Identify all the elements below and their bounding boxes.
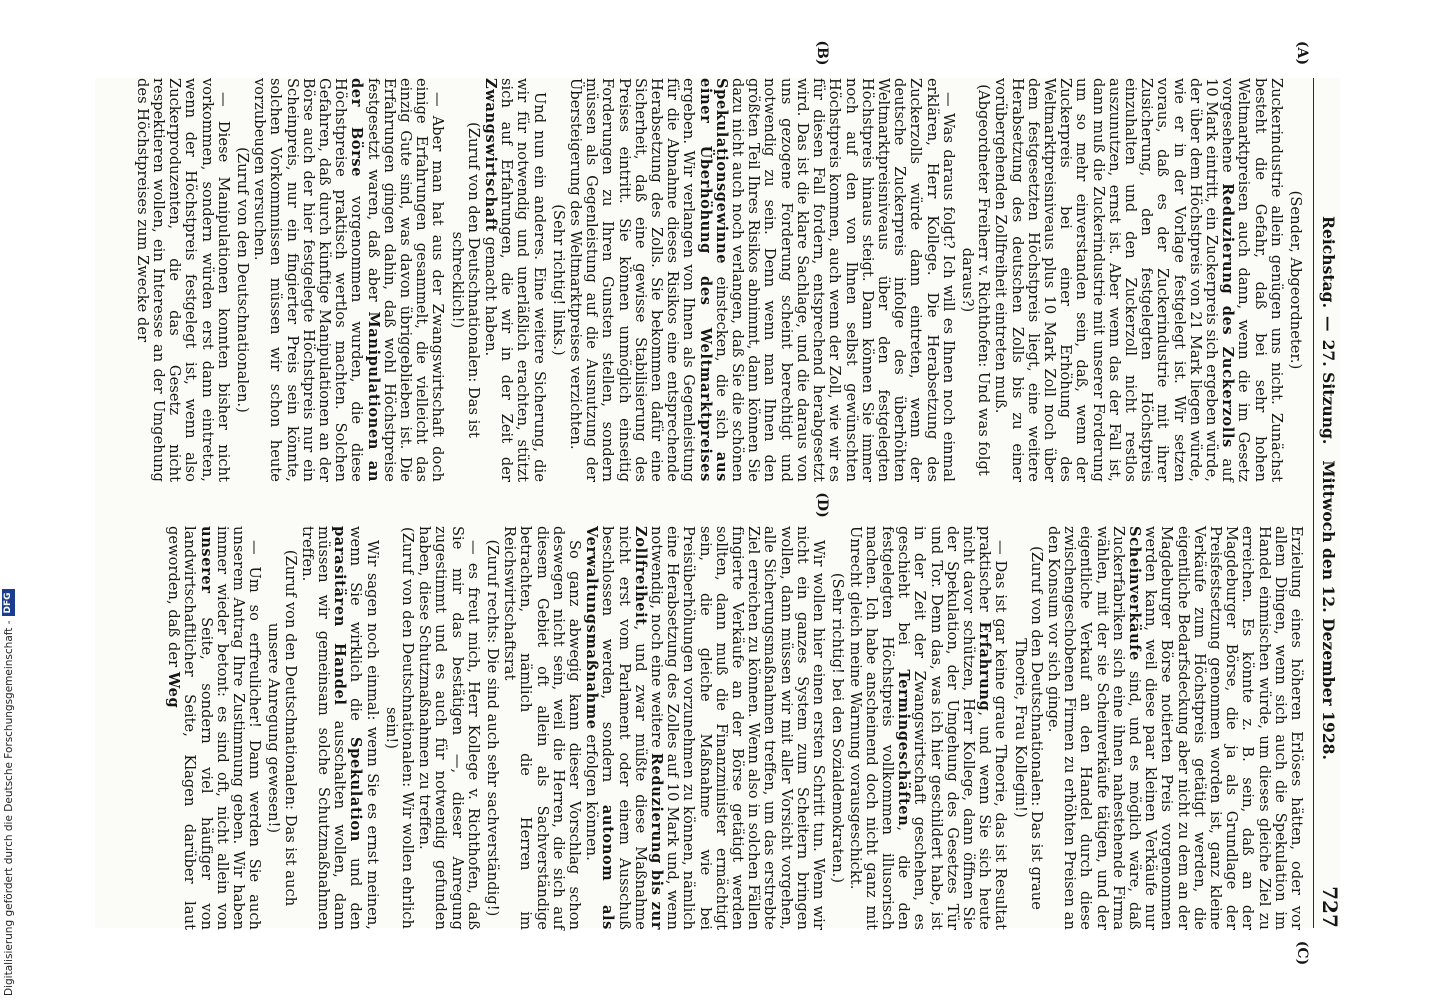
text-run: Erzielung eines höheren Erlöses hätten, oder vor allem Dingen, wenn sich auch die Spekulation im Handel einmischen würde, um dieses gleiche Ziel zu erreichen. Es könnte z. B. sein, daß an der Magdeburger Börse, die ja als Grundlage der Preisfestsetzung genommen worden ist, ganz kleine Verkäufe zum Höchstpreis getätigt werden, die eigentliche Bedarfsdeckung aber nicht zu dem an der Magdeburger Börse notierten Preis vorgenommen werden kann, weil diese paar kleinen Verkäufe nur (1142, 526, 1305, 930)
interjection: (Zuruf von den Deutschnationalen: Wir wollen ehrlich sein!) (382, 526, 417, 929)
interjection: (Sehr richtig! links.) (549, 204, 567, 356)
paragraph (567, 78, 956, 482)
paragraph (482, 78, 547, 482)
paragraph: — es freut mich, Herr Kollege v. Richthofen, daß Sie mir das bestätigen —, dieser Anregung zugestimmt und es auch für notwendig gefunden haben, diese Schutzmaßnahmen zu treffen. (416, 526, 482, 930)
paragraph: So ganz abwegig kann dieser Vorschlag schon deswegen nicht sein, weil die Herren, die sich auf diesem Gebiet oft allein als Sachverständige betrachten, nämlich die Herren im Reichswirtschaftsrat (501, 526, 584, 930)
emphasis: Reduzierung des Zuckerzolls (1219, 183, 1237, 448)
emphasis: Zwangswirtschaft (482, 78, 500, 233)
text-run: Zuckerindustrie allein genügen uns nicht. Zunächst besteht die Gefahr, daß bei sehr hohen Weltmarktpreisen auch dann, wenn die im Gesetz vorgesehene (1219, 78, 1285, 482)
document-page (95, 40, 1342, 966)
page-number: 727 (1318, 886, 1342, 928)
interjection: (Sehr richtig! bei den Sozialdemokraten.) (829, 572, 847, 884)
emphasis: Spekulation (347, 737, 365, 842)
interjection: (Abgeordneter Freiherr v. Richthofen: Und was folgt daraus?) (958, 84, 993, 476)
text-run: erfolgen können. (583, 734, 601, 861)
credit-text: Digitalisierung gefördert durch die Deutsche Forschungsgemeinschaft - (2, 620, 15, 996)
text-run: — Das ist gar keine graue Theorie, das ist Resultat praktischer (976, 526, 1010, 930)
interjection: (Zuruf von den Deutschnationalen.) (234, 147, 251, 413)
interjection: (Zuruf von den Deutschnationalen: Das ist auch unsere Anregung gewesen!) (265, 549, 299, 907)
paragraph: — Diese Manipulationen konnten bisher nicht vorkommen, sondern würden erst dann eintreten, wenn der Höchstpreis festgelegt ist, wenn also Zuckerproduzenten, die das Gesetz nicht respektieren wollen, ein Interesse an der Umgehung des Höchstpreises zum Zwecke der (133, 78, 232, 482)
paragraph (299, 526, 380, 930)
emphasis: Manipulationen an der Börse (348, 78, 382, 482)
text-run: ausschalten wollen, dann müssen wir gemeinsam solche Schutzmaßnahmen treffen. (298, 526, 349, 930)
text-run: sind, und es möglich wäre, daß Zuckerfabriken sich eine ihnen nahestehende Firma wählen, mit der sie Scheinverkäufe tätigen, und der eigentliche Verkauf an den Handel durch diese zwischengeschobenen Firmen zu erhöhten Preisen an den Konsum vor sich ginge. (1044, 526, 1143, 930)
paragraph (1045, 526, 1304, 930)
margin-marker-a: (A) (1294, 40, 1310, 66)
margin-marker-d: (D) (814, 492, 830, 518)
dfg-logo: DFG (2, 589, 15, 616)
text-run: , und zwar müßte diese Maßnahme nicht erst vom Parlament oder einem Ausschuß beschlossen werden, sondern (599, 526, 649, 930)
header-title: Reichstag. (1319, 216, 1338, 309)
emphasis: Scheinverkäufe (1125, 526, 1143, 662)
margin-marker-b: (B) (814, 40, 830, 66)
emphasis: unserer (197, 526, 215, 594)
running-head: Reichstag.—27. Sitzung.Mittwoch den 12. Dezember 1928. (1319, 216, 1338, 760)
text-run: vorgenommen wurden, die diese Höchstpreise praktisch wertlos machten. Solchen Gefahren, daß durch künftige Manipulationen an der Börse auch der hier festgelegte Höchstpreis nur ein Scheinpreis, nur ein fingierter Preis sein könnte, solchen Vorkommnissen müssen wir schon heute vorzubeugen versuchen. (251, 78, 366, 482)
speaker-attribution: (Sender, Abgeordneter.) (1287, 190, 1304, 370)
emphasis: Termingeschäften (895, 669, 913, 827)
text-run: ergeben. Wir verlangen von Ihnen als Gegenleistung für die Abnahme dieses Risikos eine entsprechende Herabsetzung des Zolls. Sie bekommen dafür eine Sicherheit, daß eine gewisse Stabilisierung des Preises eintritt. Sie können unmöglich einseitig Forderungen zu Ihren Gunsten stellen, sondern müssen als Gegenleistung auf die Ausnutzung der Übersteigerung des Weltmarktpreises verzichten. (567, 78, 698, 482)
text-run: Seite, sondern viel häufiger von landwirtschaftlicher Seite, Klagen darüber laut geworden, daß der (165, 526, 215, 930)
header-session: 27. Sitzung. (1319, 339, 1338, 445)
emphasis: autonom als Verwaltungsmaßnahme (583, 526, 617, 930)
emphasis: Weg (165, 671, 183, 709)
margin-marker-c: (C) (1294, 940, 1310, 966)
text-run: — Was daraus folgt? Ich will es Ihnen noch einmal erklären, Herr Kollege. Die Herabsetzung des Zuckerzolls würde dann eintreten, wenn der deutsche Zuckerpreis infolge des überhöhten Weltmarktpreisniveaus über den festgelegten Höchstpreis hinaus steigt. Dann können Sie immer noch auf den von Ihnen selbst gewünschten Höchstpreis kommen, auch wenn der Zoll, wie wir es für diesen Fall fordern, entsprechend herabgesetzt wird. Das ist die klare Sachlage, und die daraus von uns gezogene Forderung scheint berechtigt und notwendig zu sein. Denn wenn man Ihnen den größten Teil Ihres Risikos abnimmt, dann können Sie dazu nicht auch noch verlangen, daß Sie die schönen (729, 78, 957, 482)
digitization-credit (2, 589, 15, 996)
left-column (133, 78, 1304, 482)
emphasis: parasitären Handel (331, 526, 349, 706)
text-run: — Aber man hat aus der Zwangswirtschaft doch einige Erfahrungen gesammelt, die vielleicht das einzig Gute sind, was davon übriggeblieben ist. Die Erfahrungen gingen dahin, daß wohl Höchstpreise festgesetzt waren, daß aber (364, 78, 447, 482)
interjection: (Zuruf rechts: Die sind auch sehr sachverständig!) (484, 539, 502, 917)
page-header (1312, 78, 1340, 928)
text-run: , und wenn Sie sich heute nicht davor schützen, Herr Kollege, dann öffnen Sie der Spekulation, der Umgehung des Gesetzes Tür und Tor. Denn das, was ich hier geschildert habe, ist in der Zeit der Zwangswirtschaft geschehen, es geschieht bei (895, 526, 994, 930)
emphasis: aus einer Überhöhung des Weltmarktpreises (696, 78, 730, 482)
text-run: auf 10 Mark eintritt, ein Zuckerpreis sich ergeben würde, der über dem Höchstpreis von 21 Mark liegen würde, wie er in der Vorlage festgelegt ist. Wir setzen voraus, daß es der Zuckerindustrie mit ihrer Zusicherung, den festgelegten Höchstpreis einzuhalten und den Zuckerzoll nicht restlos auszunutzen, ernst ist. Aber wenn das der Fall ist, dann muß die Zuckerindustrie mit unserer Forderung um so mehr einverstanden sein, daß, wenn der Zuckerpreis bei einer Erhöhung des Weltmarktpreisniveaus plus 10 Mark Zoll noch über dem festgesetzten Höchstpreis liegt, eine weitere Herabsetzung des deutschen Zolls bis zu einer vorübergehenden Zollfreiheit eintreten muß. (992, 78, 1237, 482)
text-run: einstecken, die sich (712, 276, 730, 440)
paragraph (992, 78, 1284, 482)
text-run: und den (347, 858, 365, 930)
emphasis: Erfahrung (976, 621, 994, 712)
header-date: Mittwoch den 12. Dezember 1928. (1319, 460, 1338, 760)
right-column (164, 526, 1304, 930)
text-run: — Um so erfreulicher! Dann werden Sie auch unserem Antrag Ihre Zustimmung geben. Wir haben immer wieder betont: es sind oft, nicht allein von (213, 526, 264, 930)
paragraph (846, 526, 1008, 930)
paragraph (165, 526, 262, 930)
text-run: Und nun ein anderes. Eine weitere Sicherung, die wir für notwendig und unerläßlich erachten, stützt sich auf Erfahrungen, die wir in der Zeit der (498, 78, 548, 482)
text-run: Wir wollen hier einen ersten Schritt tun. Wenn wir nicht ein ganzes System zum Scheitern bringen wollen, dann müssen wir mit aller Vorsicht vorgehen, alle Sicherungsmaßnahmen treffen, um das erstrebte Ziel erreichen zu können. Wenn also in solchen Fällen fingierte Verkäufe an der Börse getätigt werden sollten, dann muß die Finanzminister ermächtigt sein, die gleiche Maßnahme wie bei Preisüberhöhungen vorzunehmen zu können, nämlich eine Herabsetzung des Zolles auf 10 Mark und, wenn notwendig, noch eine weitere (648, 526, 828, 930)
header-rule (1313, 78, 1314, 928)
paragraph (583, 526, 826, 930)
text-run: gemacht haben. (482, 236, 500, 357)
emphasis: Reduzierung bis zur Zollfreiheit (631, 526, 666, 930)
text-run: Wir sagen noch einmal: wenn Sie es ernst meinen, wenn Sie wirklich die (347, 526, 381, 930)
interjection: (Zuruf von den Deutschnationalen: Das ist schrecklich!) (448, 122, 482, 438)
emphasis: Spekulationsgewinne (712, 78, 730, 265)
interjection: (Zuruf von den Deutschnationalen: Das ist graue Theorie, Frau Kollegin!) (1011, 546, 1045, 910)
paragraph (251, 78, 445, 482)
text-run: , die den festgelegten Höchstpreis vollkommen illusorisch machen. Ich habe anscheinend doch nicht ganz mit Unrecht gleich meine Warnung vorausgeschickt. (846, 526, 913, 930)
